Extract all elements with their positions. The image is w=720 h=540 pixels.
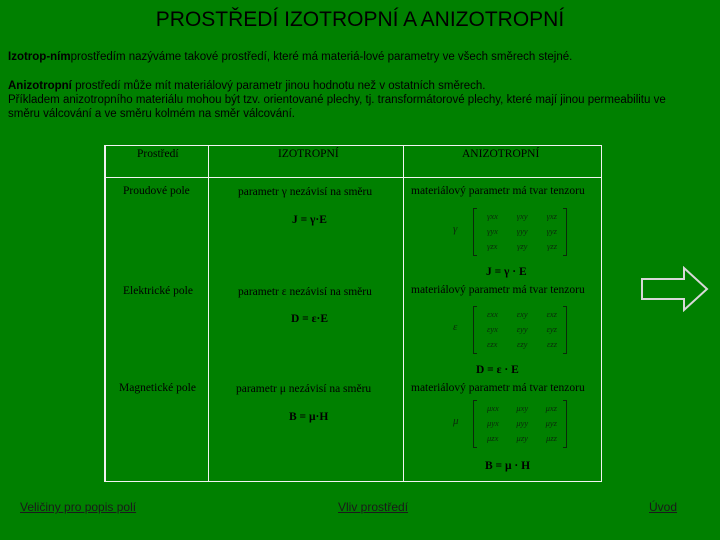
iso-eq-electric: D = ε·E [291,313,329,325]
aniso-eq-current: J = γ · E [486,266,527,278]
iso-eq-current: J = γ·E [292,214,327,226]
tensor-element: γzz [547,241,557,251]
paragraph-anisotropic [8,79,708,121]
tensor-symbol: γ [453,223,458,235]
tensor-element: εzz [547,339,557,349]
tensor-element: γxx [487,211,498,221]
tensor-element: μxx [487,403,499,413]
header-anisotropic: ANIZOTROPNÍ [462,148,540,160]
tensor-element: μyy [516,418,529,428]
tensor-element: εzy [517,339,528,349]
row-field-magnetic: Magnetické pole [119,382,196,394]
isotropic-term: Izotrop-ním [8,51,71,63]
tensor-element: μxy [516,403,529,413]
right-arrow-icon [640,266,710,312]
link-field-quantities[interactable]: Veličiny pro popis polí [20,500,137,514]
anisotropic-term: Anizotropní [8,80,72,92]
row-aniso-electric: materiálový parametr má tvar tenzoru [411,284,585,296]
tensor-element: γxz [546,211,557,221]
tensor-element: μzy [516,433,528,443]
row-field-electric: Elektrické pole [123,285,193,297]
iso-eq-magnetic: B = μ·H [289,411,329,423]
next-slide-button[interactable] [640,266,710,312]
tensor-element: γyx [487,226,498,236]
page-title: PROSTŘEDÍ IZOTROPNÍ A ANIZOTROPNÍ [155,8,565,31]
tensor-element: εyy [516,324,528,334]
tensor-element: εyz [546,324,557,334]
example-line-2: směru válcování a ve směru kolmém na směr válcování. [8,108,295,120]
tensor-element: γyy [516,226,528,236]
row-aniso-current: materiálový parametr má tvar tenzoru [411,185,585,197]
row-iso-electric: parametr ε nezávisí na směru [238,286,372,298]
row-aniso-magnetic: materiálový parametr má tvar tenzoru [411,382,585,394]
tensor-element: γyz [546,226,557,236]
tensor-element: εzx [487,339,498,349]
tensor-element: μzz [546,433,557,443]
tensor-element: μxz [545,403,557,413]
tensor-element: εyx [487,324,498,334]
tensor-element: εxx [487,309,498,319]
row-field-current: Proudové pole [123,185,190,197]
header-medium: Prostředí [137,148,179,160]
tensor-element: μyz [545,418,557,428]
aniso-eq-magnetic: B = μ · H [485,460,531,472]
tensor-element: γzy [517,241,528,251]
aniso-eq-electric: D = ε · E [476,364,519,376]
comparison-table: Prostředí IZOTROPNÍ ANIZOTROPNÍ Proudové pole parametr γ nezávisí na směru J = γ·E materiálový parametr má tvar tenzoru γ γxx γxy γxz γyx γyy γyz γzx γzy γzz J = γ · E Elektrické pole parametr ε nezávisí na směru D = ε·E materiálový parametr má tvar tenzoru ε εxx εxy εxz εyx εyy εyz εzx εzy εzz D = ε · E Magnetické pole parametr μ nezávisí na směru B = μ·H materiálový parametr má tvar tenzoru μ μxx μxy μxz μyx μyy μyz μzx μzy μzz B = μ · H [104,145,602,482]
tensor-element: εxz [546,309,557,319]
tensor-element: μzx [487,433,499,443]
isotropic-definition: prostředím nazýváme takové prostředí, které má materiá-lové parametry ve všech směrech stejné. [70,51,573,63]
link-medium-influence[interactable]: Vliv prostředí [338,500,409,514]
example-line-1: Příkladem anizotropního materiálu mohou být tzv. orientované plechy, tj. transformátorové plechy, které mají jinou permeabilitu ve [8,94,666,106]
row-iso-magnetic: parametr μ nezávisí na směru [236,383,372,395]
tensor-element: μyx [487,418,499,428]
paragraph-isotropic [8,50,708,64]
header-isotropic: IZOTROPNÍ [278,148,339,160]
link-home[interactable]: Úvod [649,500,678,514]
row-iso-current: parametr γ nezávisí na směru [238,186,373,198]
tensor-element: γzx [487,241,498,251]
tensor-element: εxy [516,309,528,319]
anisotropic-definition: prostředí může mít materiálový parametr jinou hodnotu než v ostatních směrech. [75,80,486,92]
tensor-element: γxy [516,211,528,221]
